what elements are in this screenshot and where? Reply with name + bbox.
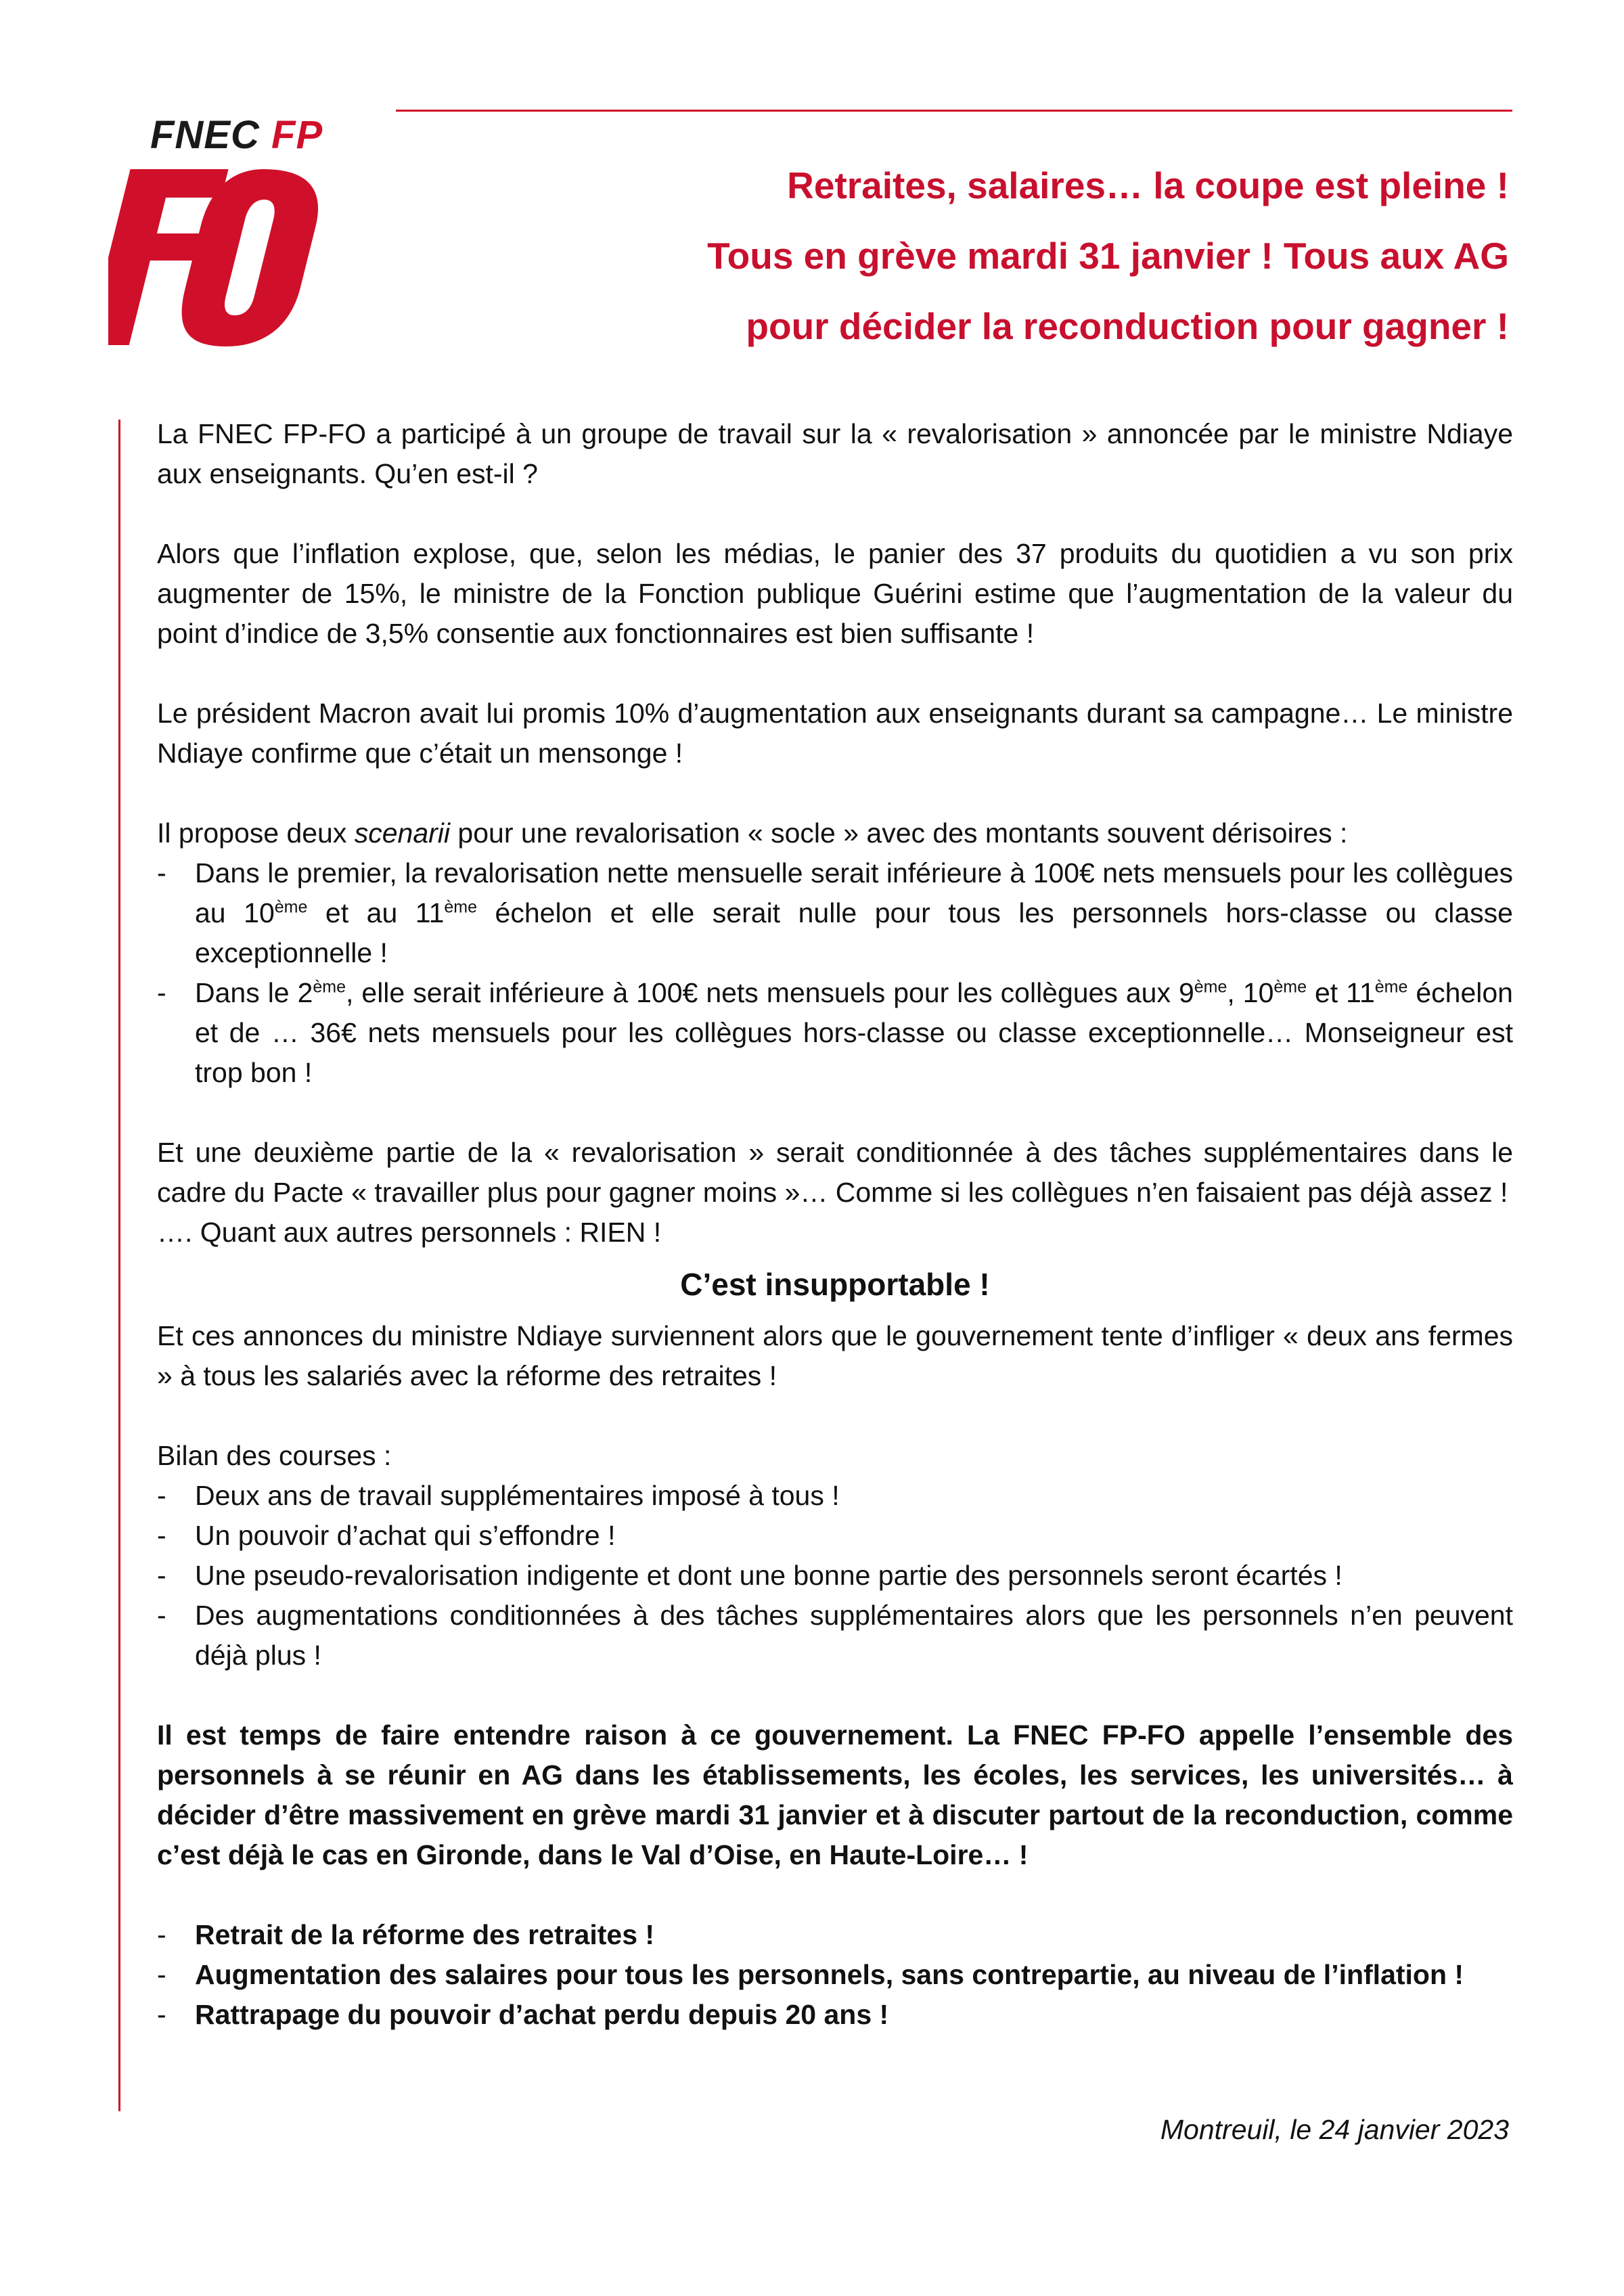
list-item-scenario-1: - Dans le premier, la revalorisation nette mensuelle serait inférieure à 100€ nets mensuels pour les collègues au 10ème et au 11ème échelon et elle serait nulle pour tous les personnels hors-classe ou classe exceptionnelle ! xyxy=(157,857,1513,968)
paragraph-bilan: Bilan des courses : xyxy=(157,1440,392,1471)
list-item-bilan-4: - Des augmentations conditionnées à des tâches supplémentaires alors que les personnels n’en peuvent déjà plus ! xyxy=(157,1600,1513,1671)
paragraph-retraites: Et ces annonces du ministre Ndiaye surviennent alors que le gouvernement tente d’infliger « deux ans fermes » à tous les salariés avec la réforme des retraites ! xyxy=(157,1320,1513,1391)
paragraph-scenarii: Il propose deux scenarii pour une revalorisation « socle » avec des montants souvent dérisoires : xyxy=(157,817,1348,849)
list-item-bilan-1: - Deux ans de travail supplémentaires imposé à tous ! xyxy=(157,1480,840,1511)
paragraph-macron: Le président Macron avait lui promis 10% d’augmentation aux enseignants durant sa campagne… Le ministre Ndiaye confirme que c’était un mensonge ! xyxy=(157,698,1513,769)
header-rule xyxy=(396,110,1512,112)
subheading-insupportable: C’est insupportable ! xyxy=(680,1267,990,1302)
paragraph-call-to-strike: Il est temps de faire entendre raison à ce gouvernement. La FNEC FP-FO appelle l’ensemble des personnels à se réunir en AG dans les établissements, les écoles, les services, les universités… à décider d’être massivement en grève mardi 31 janvier et à discuter partout de la reconduction, comme c’est déjà le cas en Gironde, dans le Val d’Oise, en Haute-Loire… ! xyxy=(157,1719,1513,1870)
list-item-scenario-2: - Dans le 2ème, elle serait inférieure à 100€ nets mensuels pour les collègues aux 9ème, 10ème et 11ème échelon et de … 36€ nets mensuels pour les collègues hors-classe ou classe exceptionnelle… Monseigneur est trop bon ! xyxy=(157,977,1513,1088)
fo-logo-mark xyxy=(108,108,352,352)
margin-rule xyxy=(118,420,120,2111)
paragraph-inflation: Alors que l’inflation explose, que, selon les médias, le panier des 37 produits du quotidien a vu son prix augmenter de 15%, le ministre de la Fonction publique Guérini estime que l’augmentation de la valeur du point d’indice de 3,5% consentie aux fonctionnaires est bien suffisante ! xyxy=(157,538,1513,649)
headline-line-1: Retraites, salaires… la coupe est pleine ! xyxy=(787,164,1509,206)
headline-line-2: Tous en grève mardi 31 janvier ! Tous aux AG xyxy=(707,235,1509,277)
headline-line-3: pour décider la reconduction pour gagner ! xyxy=(746,305,1509,347)
logo-fp: FP xyxy=(271,113,323,157)
document-body xyxy=(157,414,1513,2035)
list-item-bilan-3: - Une pseudo-revalorisation indigente et dont une bonne partie des personnels seront écartés ! xyxy=(157,1560,1343,1591)
paragraph-intro: La FNEC FP-FO a participé à un groupe de travail sur la « revalorisation » annoncée par le ministre Ndiaye aux enseignants. Qu’en est-il ? xyxy=(157,418,1513,489)
fnec-fp-fo-logo xyxy=(108,108,352,352)
list-item-demand-2: - Augmentation des salaires pour tous les personnels, sans contrepartie, au niveau de l’inflation ! xyxy=(157,1959,1464,1990)
headline xyxy=(426,150,1509,361)
list-item-demand-1: - Retrait de la réforme des retraites ! xyxy=(157,1919,655,1950)
paragraph-pacte: Et une deuxième partie de la « revalorisation » serait conditionnée à des tâches supplémentaires dans le cadre du Pacte « travailler plus pour gagner moins »… Comme si les collègues n’en faisaient pas déjà assez ! xyxy=(157,1137,1513,1208)
logo-fnec: FNEC xyxy=(150,113,260,157)
paragraph-rien: …. Quant aux autres personnels : RIEN ! xyxy=(157,1217,662,1248)
list-item-demand-3: - Rattrapage du pouvoir d’achat perdu depuis 20 ans ! xyxy=(157,1999,889,2030)
list-item-bilan-2: - Un pouvoir d’achat qui s’effondre ! xyxy=(157,1520,616,1551)
scenarii-word: scenarii xyxy=(354,817,451,849)
date-signature: Montreuil, le 24 janvier 2023 xyxy=(1160,2114,1509,2145)
